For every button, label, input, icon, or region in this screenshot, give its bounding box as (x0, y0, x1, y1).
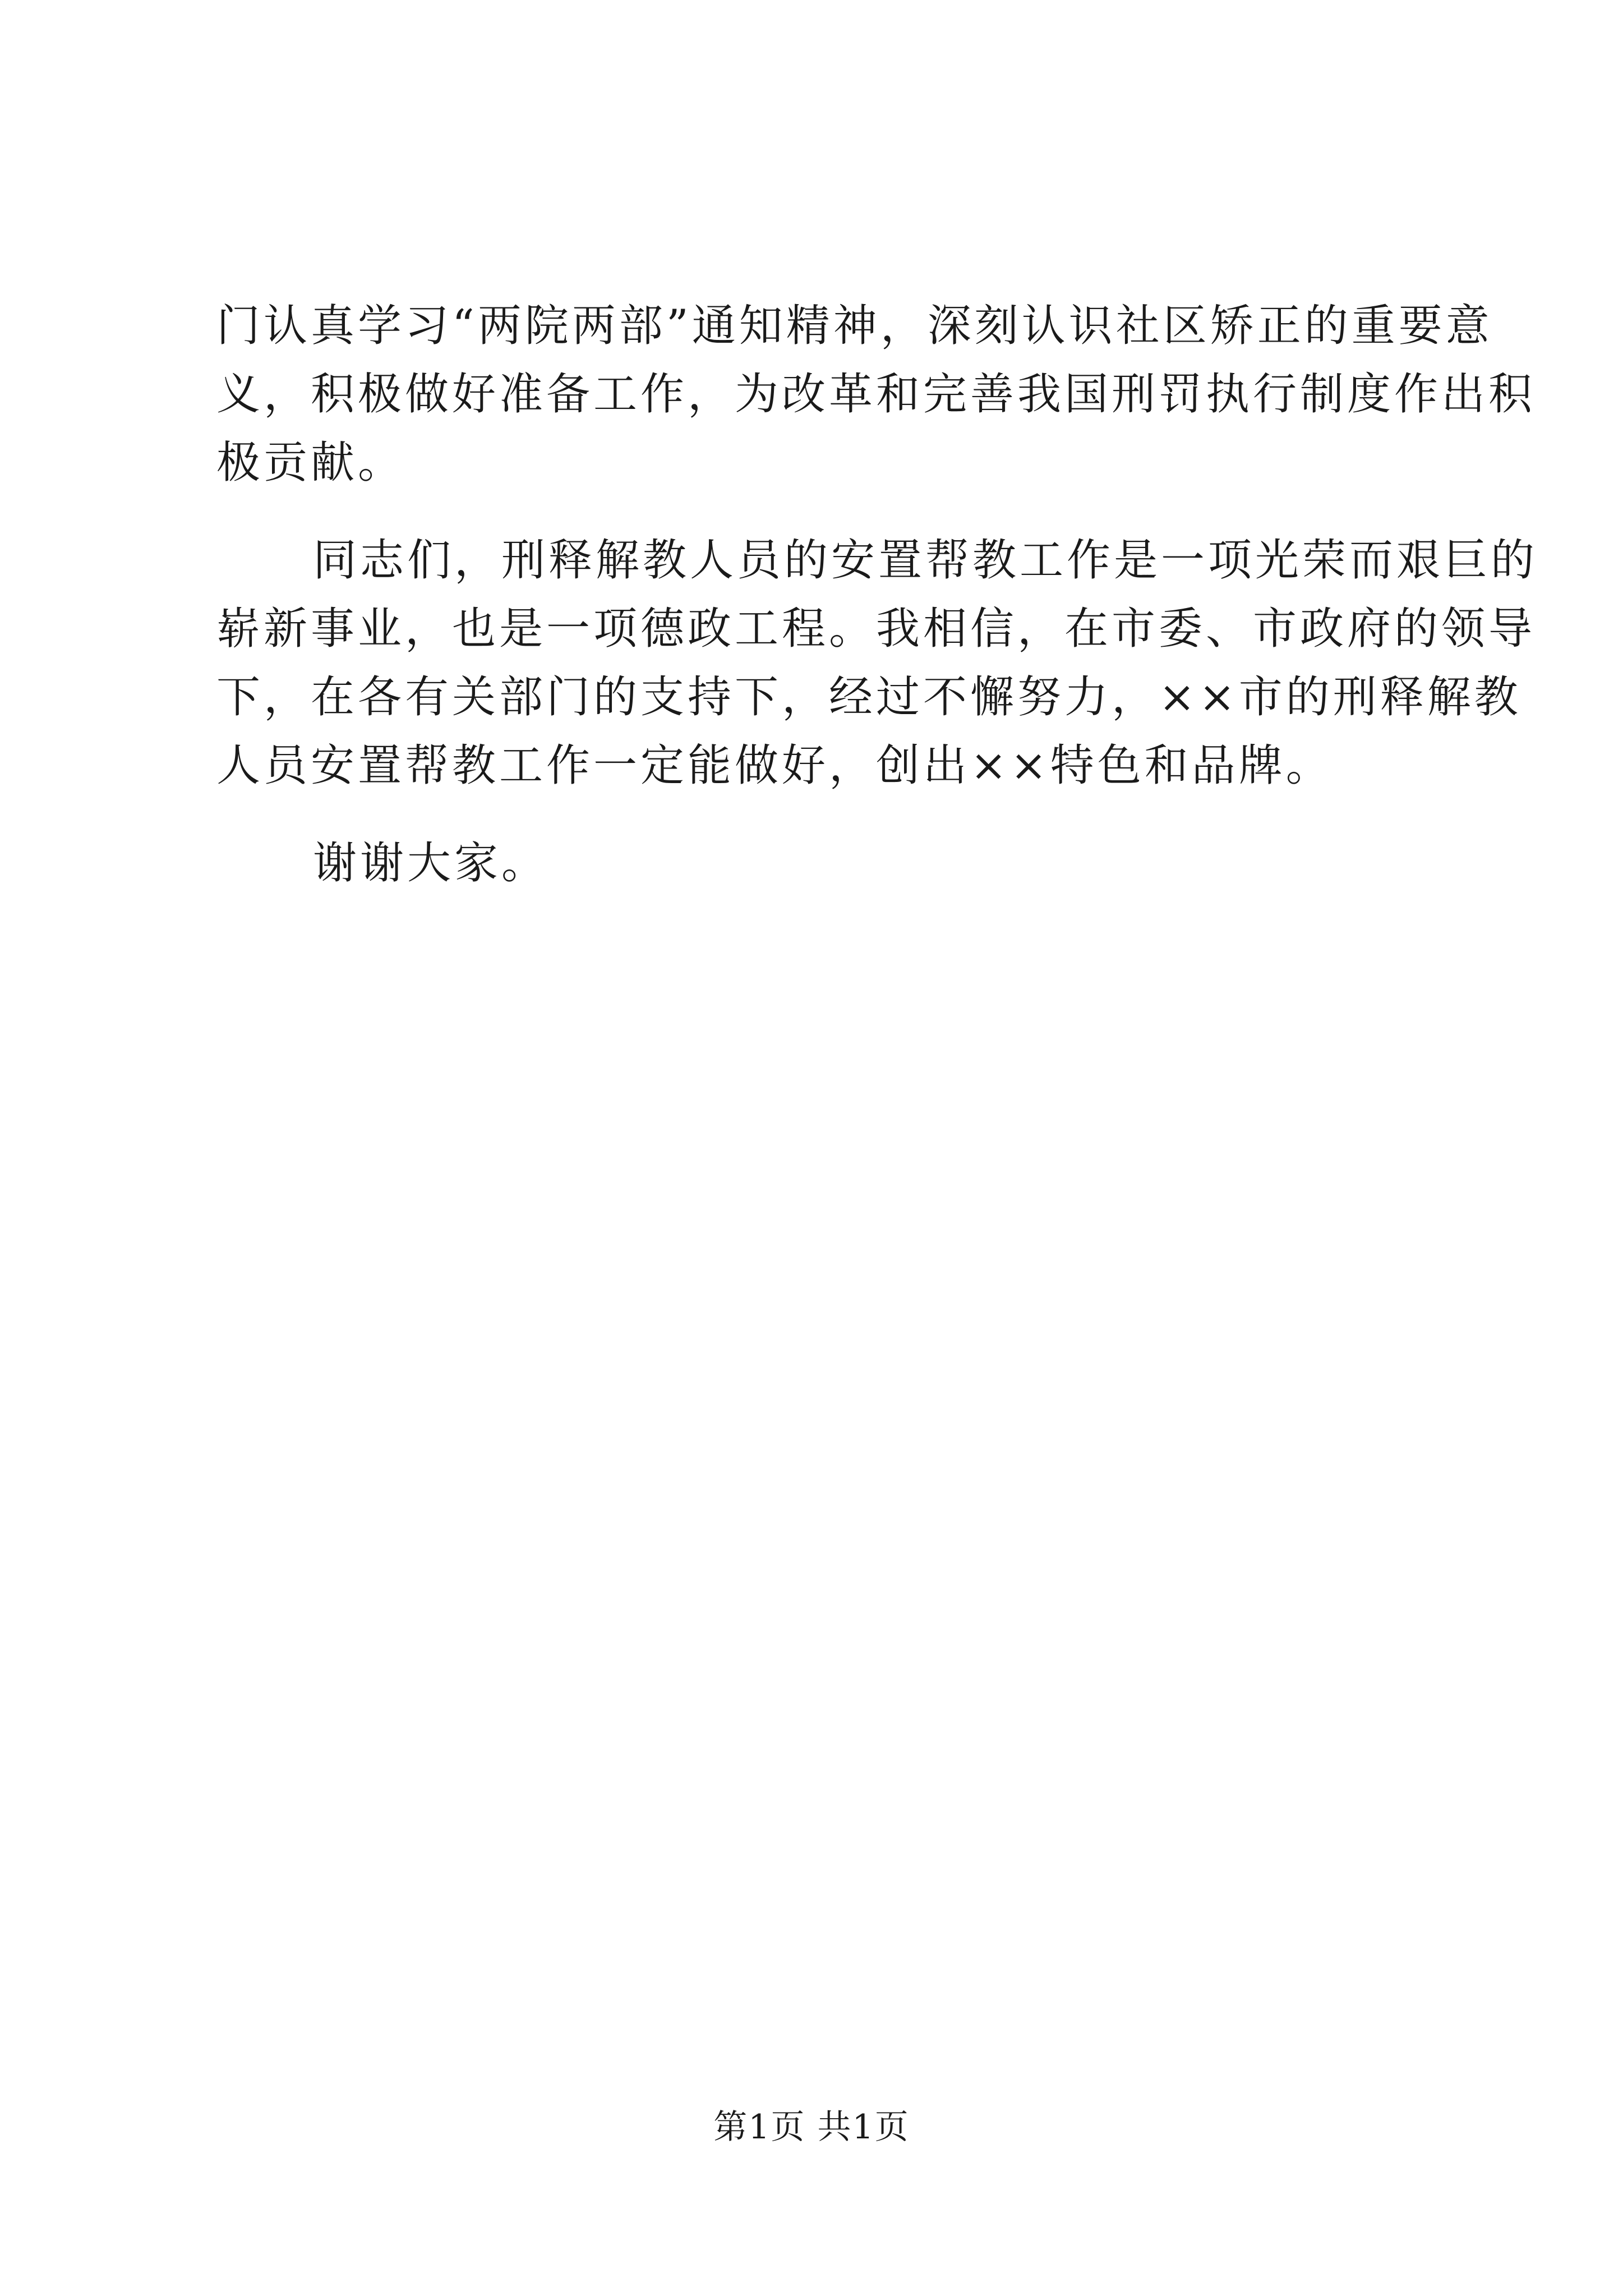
text-line: 同志们，刑释解教人员的安置帮教工作是一项光荣而艰巨的 (313, 535, 1538, 586)
paragraph-continuation (216, 292, 1536, 497)
text-line: 下，在各有关部门的支持下，经过不懈努力，××市的刑释解教 (216, 672, 1521, 723)
text-line: 极贡献。 (216, 438, 405, 488)
document-body (216, 292, 1538, 898)
paragraph-thanks (216, 829, 1417, 898)
text-line: 门认真学习“两院两部”通知精神，深刻认识社区矫正的重要意 (216, 301, 1493, 351)
text-line: 谢谢大家。 (313, 838, 549, 889)
page-number-footer: 第1页 共1页 (713, 2108, 910, 2147)
text-line: 人员安置帮教工作一定能做好，创出××特色和品牌。 (216, 740, 1333, 791)
text-line: 崭新事业，也是一项德政工程。我相信，在市委、市政府的领导 (216, 604, 1536, 654)
paragraph-closing-remarks (216, 526, 1538, 800)
text-line: 义，积极做好准备工作，为改革和完善我国刑罚执行制度作出积 (216, 369, 1536, 420)
